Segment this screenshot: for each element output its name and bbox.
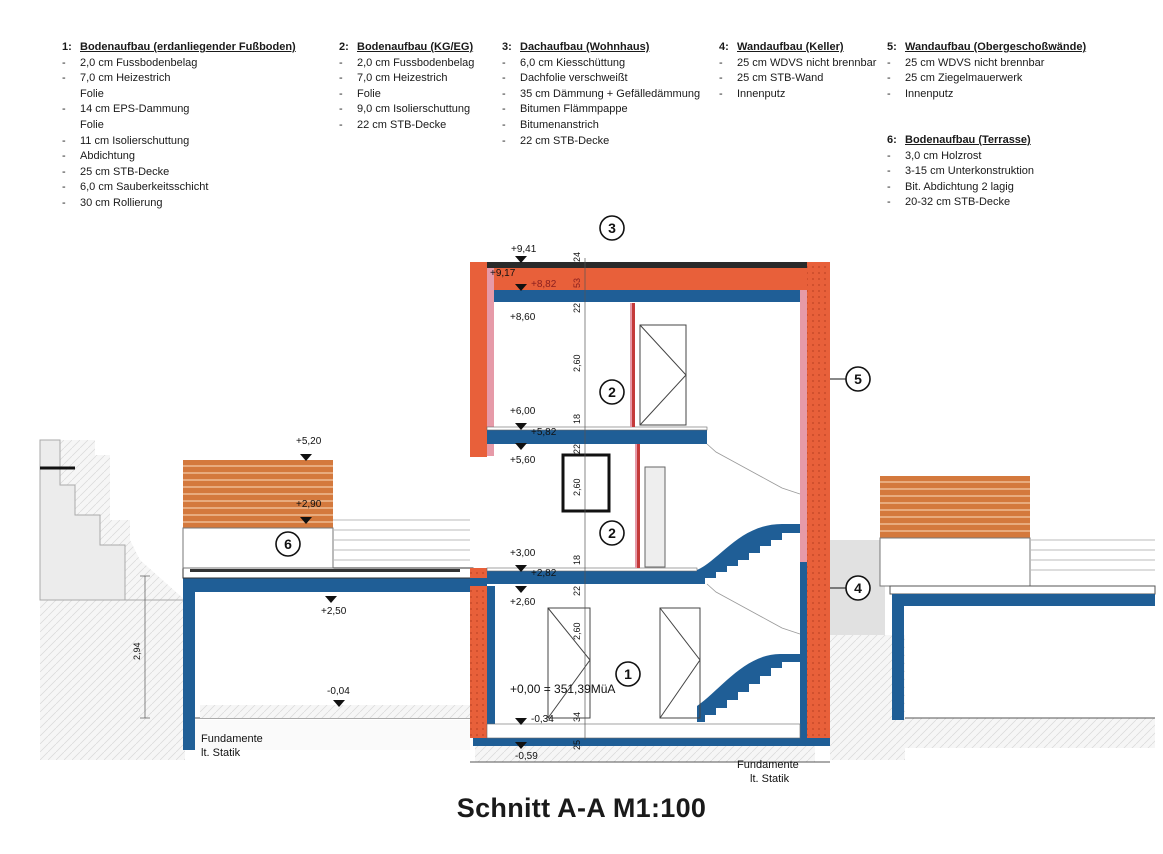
legend-item-text: 3,0 cm Holzrost <box>905 149 982 162</box>
svg-text:1: 1 <box>624 666 632 682</box>
legend-item-text: Innenputz <box>737 87 786 100</box>
marker-5 <box>830 367 870 391</box>
dash-bullet: - <box>339 87 343 100</box>
level-860: +8,60 <box>510 312 536 323</box>
legend-item-text: 2,0 cm Fussbodenbelag <box>357 56 475 69</box>
legend-item-text: 7,0 cm Heizestrich <box>80 72 171 85</box>
marker-1 <box>616 662 640 686</box>
dim-260-c: 2,60 <box>572 622 582 640</box>
level-260: +2,60 <box>510 597 536 608</box>
legend-heading-6: 6: Bodenaufbau (Terrasse) <box>887 134 1031 146</box>
level-917: +9,17 <box>490 268 516 279</box>
dim-260-b: 2,60 <box>572 478 582 496</box>
dim-22-a: 22 <box>572 302 582 313</box>
level-004: -0,04 <box>327 686 350 697</box>
legend-item-text: 7,0 cm Heizestrich <box>357 72 448 85</box>
dim-294: 2,94 <box>132 642 142 660</box>
dash-bullet: - <box>502 87 506 100</box>
marker-6 <box>276 532 300 556</box>
dash-bullet: - <box>62 165 66 178</box>
marker-2-lower <box>600 521 624 545</box>
level-250: +2,50 <box>321 606 347 617</box>
legend-item-text: Bitumenanstrich <box>520 118 599 131</box>
level-600: +6,00 <box>510 406 536 417</box>
dash-bullet: - <box>62 103 66 116</box>
dim-260-a: 2,60 <box>572 354 582 372</box>
legend-item-text: 25 cm STB-Decke <box>80 165 170 178</box>
level-941: +9,41 <box>511 244 537 255</box>
level-282: +2,82 <box>531 568 557 579</box>
legend-item-text: 22 cm STB-Decke <box>357 118 447 131</box>
legend-item-text: 9,0 cm Isolierschuttung <box>357 103 471 116</box>
level-300: +3,00 <box>510 548 536 559</box>
legend-heading-2: 2: Bodenaufbau (KG/EG) <box>339 41 474 53</box>
legend-item-text: 11 cm Isolierschuttung <box>80 134 190 147</box>
dash-bullet: - <box>502 72 506 85</box>
dim-24: 24 <box>572 251 582 262</box>
dash-bullet: - <box>62 72 66 85</box>
legend-item-text: Dachfolie verschweißt <box>520 72 628 85</box>
fund-right-line1: Fundamente <box>737 759 799 771</box>
dash-bullet: - <box>719 72 723 85</box>
level-034: -0,34 <box>531 714 554 725</box>
dim-22-b: 22 <box>572 443 582 454</box>
legend-heading-4: 4: Wandaufbau (Keller) <box>719 41 844 53</box>
dash-bullet: - <box>887 196 891 209</box>
dash-bullet: - <box>62 181 66 194</box>
dash-bullet: - <box>502 103 506 116</box>
legend-item-text: 22 cm STB-Decke <box>520 134 610 147</box>
legend-item-text: 14 cm EPS-Dammung <box>80 103 190 116</box>
legend-item-text: Folie <box>357 87 381 100</box>
level-520: +5,20 <box>296 436 322 447</box>
legend-item-text: Folie <box>80 87 104 100</box>
level-560: +5,60 <box>510 455 536 466</box>
dash-bullet: - <box>62 150 66 163</box>
dash-bullet: - <box>62 196 66 209</box>
dash-bullet: - <box>719 56 723 69</box>
svg-text:6: 6 <box>284 536 292 552</box>
legend-item-text: Abdichtung <box>80 150 136 163</box>
fund-right-line2: lt. Statik <box>750 773 790 785</box>
dash-bullet: - <box>62 56 66 69</box>
legend-item-text: 3-15 cm Unterkonstruktion <box>905 165 1034 178</box>
dim-22-c: 22 <box>572 585 582 596</box>
legend-item-text: 25 cm Ziegelmauerwerk <box>905 72 1023 85</box>
legend-item-text: 25 cm WDVS nicht brennbar <box>737 56 877 69</box>
level-059: -0,59 <box>515 751 538 762</box>
right-terrace <box>880 476 1155 720</box>
legend-item-text: 20-32 cm STB-Decke <box>905 196 1011 209</box>
svg-text:4: 4 <box>854 580 862 596</box>
dash-bullet: - <box>887 87 891 100</box>
legend-item-text: Bit. Abdichtung 2 lagig <box>905 180 1014 193</box>
dash-bullet: - <box>339 72 343 85</box>
legend-item-text: Bitumen Flämmpappe <box>520 103 628 116</box>
svg-text:3: 3 <box>608 220 616 236</box>
drawing-caption: Schnitt A-A M1:100 <box>456 793 707 823</box>
level-582: +5,82 <box>531 427 557 438</box>
dash-bullet: - <box>887 72 891 85</box>
dash-bullet: - <box>887 180 891 193</box>
dash-bullet: - <box>502 118 506 131</box>
dash-bullet: - <box>887 56 891 69</box>
dash-bullet: - <box>502 134 506 147</box>
dim-53: 53 <box>572 277 582 288</box>
legend-heading-5: 5: Wandaufbau (Obergeschoßwände) <box>887 41 1087 53</box>
dim-25: 25 <box>572 739 582 750</box>
marker-2-upper <box>600 380 624 404</box>
fund-left-line1: Fundamente <box>201 733 263 745</box>
dash-bullet: - <box>339 103 343 116</box>
legend-item-text: 6,0 cm Sauberkeitsschicht <box>80 181 209 194</box>
dash-bullet: - <box>339 56 343 69</box>
dash-bullet: - <box>887 149 891 162</box>
legend-heading-1: 1: Bodenaufbau (erdanliegender Fußboden) <box>62 41 296 53</box>
legend-item-text: 6,0 cm Kiesschüttung <box>520 56 626 69</box>
level-882: +8,82 <box>531 279 557 290</box>
dash-bullet: - <box>62 134 66 147</box>
level-290: +2,90 <box>296 499 322 510</box>
svg-text:2: 2 <box>608 384 616 400</box>
dim-18-b: 18 <box>572 554 582 565</box>
svg-text:2: 2 <box>608 525 616 541</box>
dash-bullet: - <box>887 165 891 178</box>
legend-item-text: 2,0 cm Fussbodenbelag <box>80 56 198 69</box>
legend-heading-3: 3: Dachaufbau (Wohnhaus) <box>502 41 650 53</box>
legend-item-text: 30 cm Rollierung <box>80 196 163 209</box>
terrace-wood <box>183 460 333 568</box>
legend-item-text: 35 cm Dämmung + Gefälledämmung <box>520 87 701 100</box>
fund-left-line2: lt. Statik <box>201 747 241 759</box>
dash-bullet: - <box>502 56 506 69</box>
legend-item-text: 25 cm WDVS nicht brennbar <box>905 56 1045 69</box>
legend-item-text: Innenputz <box>905 87 954 100</box>
dim-34: 34 <box>572 711 582 722</box>
dash-bullet: - <box>339 118 343 131</box>
legend-item-text: 25 cm STB-Wand <box>737 72 824 85</box>
level-000: +0,00 = 351,39MüA <box>510 682 616 696</box>
dash-bullet: - <box>719 87 723 100</box>
marker-3 <box>600 216 624 240</box>
dim-18-a: 18 <box>572 413 582 424</box>
svg-text:5: 5 <box>854 371 862 387</box>
legend-item-text: Folie <box>80 118 104 131</box>
